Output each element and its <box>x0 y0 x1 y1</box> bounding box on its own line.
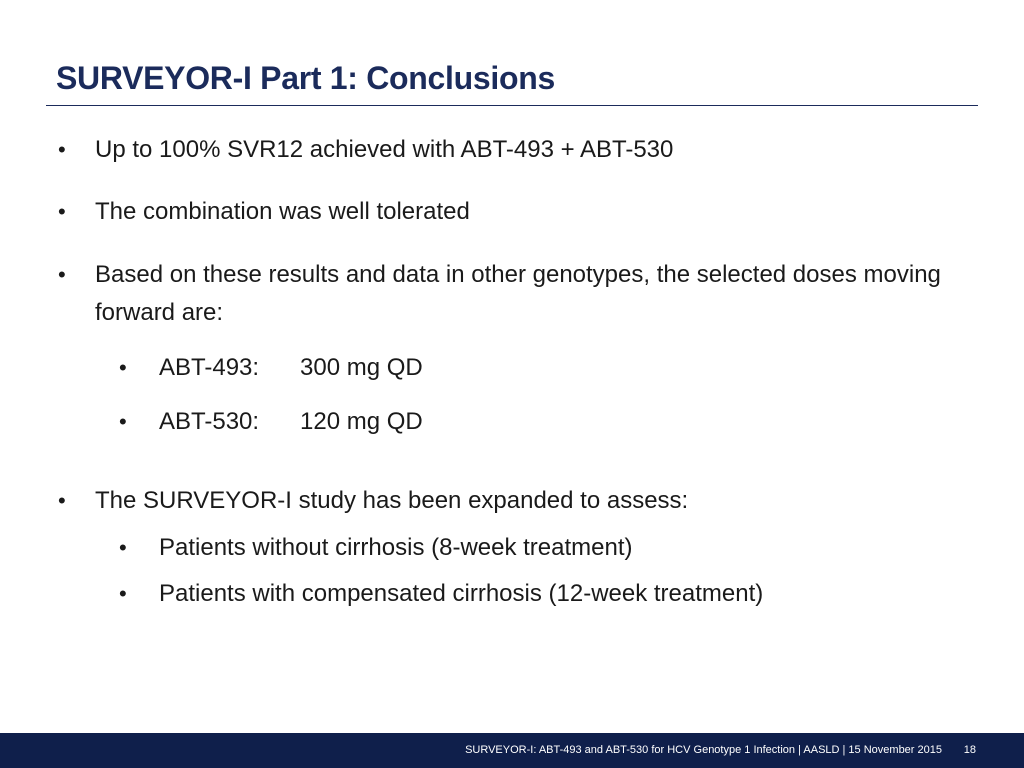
bullet-icon: • <box>58 262 66 287</box>
bullet-icon: • <box>58 488 66 513</box>
bullet-text: Up to 100% SVR12 achieved with ABT-493 + ABT-530 <box>95 136 674 163</box>
bullet-item <box>58 482 955 520</box>
bullet-icon: • <box>119 535 127 560</box>
dose-item <box>119 403 949 441</box>
title-underline <box>46 105 978 106</box>
dose-amount: 120 mg QD <box>300 408 423 435</box>
bullet-item <box>58 193 955 231</box>
bullet-text: The combination was well tolerated <box>95 198 470 225</box>
expansion-text: Patients with compensated cirrhosis (12-week treatment) <box>159 580 764 607</box>
expansion-text: Patients without cirrhosis (8-week treatment) <box>159 534 633 561</box>
bullet-icon: • <box>58 199 66 224</box>
bullet-icon: • <box>58 137 66 162</box>
dose-item <box>119 349 949 387</box>
expansion-item <box>119 575 949 613</box>
expansion-item <box>119 529 949 567</box>
footer-bar <box>0 733 1024 768</box>
bullet-icon: • <box>119 409 127 434</box>
footer-citation: SURVEYOR-I: ABT-493 and ABT-530 for HCV Genotype 1 Infection | AASLD | 15 November 2015 <box>465 744 942 756</box>
slide-title: SURVEYOR-I Part 1: Conclusions <box>56 60 555 96</box>
bullet-item <box>58 131 955 169</box>
bullet-icon: • <box>119 355 127 380</box>
dose-amount: 300 mg QD <box>300 354 423 381</box>
bullet-text: Based on these results and data in other genotypes, the selected doses moving forward are: <box>95 261 941 326</box>
bullet-icon: • <box>119 581 127 606</box>
bullet-text: The SURVEYOR-I study has been expanded to assess: <box>95 487 689 514</box>
dose-drug: ABT-493: <box>159 354 260 381</box>
dose-drug: ABT-530: <box>159 408 260 435</box>
bullet-item <box>58 256 955 332</box>
page-number: 18 <box>963 744 976 756</box>
